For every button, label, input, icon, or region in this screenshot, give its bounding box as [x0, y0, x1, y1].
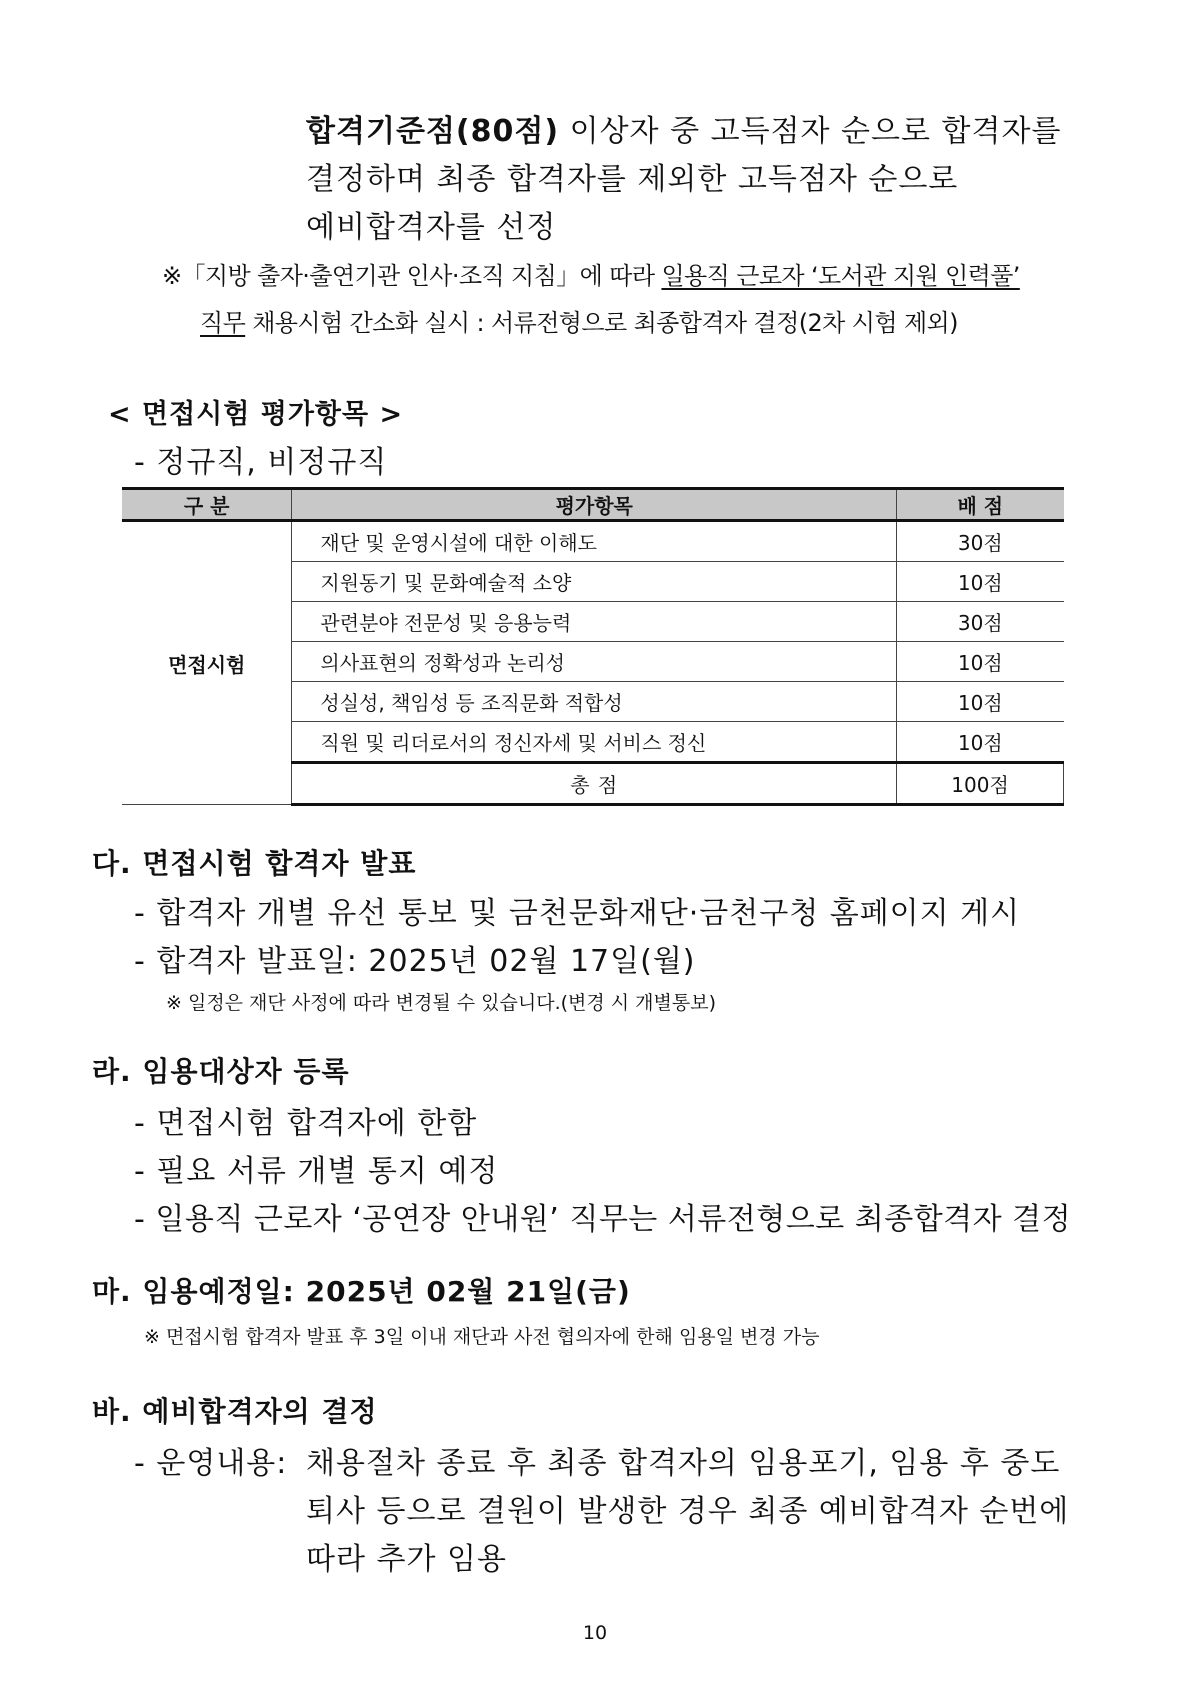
section-da-note: ※ 일정은 재단 사정에 따라 변경될 수 있습니다.(변경 시 개별통보) [166, 992, 716, 1014]
header-category: 구 분 [122, 489, 292, 521]
header-score: 배 점 [897, 489, 1064, 521]
score-cell: 10점 [897, 722, 1064, 763]
section-ba-title: 바. 예비합격자의 결정 [92, 1395, 378, 1428]
eval-section-title: < 면접시험 평가항목 > [108, 399, 404, 430]
score-cell: 30점 [897, 521, 1064, 562]
section-ba-line-3: 따라 추가 임용 [306, 1542, 507, 1577]
item-cell: 성실성, 책임성 등 조직문화 적합성 [292, 682, 897, 722]
category-cell: 면접시험 [122, 521, 292, 805]
item-cell: 의사표현의 정확성과 논리성 [292, 642, 897, 682]
pass-criteria-bold: 합격기준점(80점) [306, 114, 560, 149]
intro-note-line-2: 직무 채용시험 간소화 실시 : 서류전형으로 최종합격자 결정(2차 시험 제외) [200, 309, 958, 337]
item-cell: 관련분야 전문성 및 응용능력 [292, 602, 897, 642]
section-ra-item-2: - 필요 서류 개별 통지 예정 [134, 1154, 499, 1189]
section-da-item-2: - 합격자 발표일: 2025년 02월 17일(월) [134, 944, 696, 979]
score-cell: 10점 [897, 642, 1064, 682]
page-number: 10 [582, 1622, 608, 1644]
section-ba-line-2: 퇴사 등으로 결원이 발생한 경우 최종 예비합격자 순번에 [306, 1494, 1070, 1529]
total-label: 총 점 [292, 763, 897, 805]
intro-line-3: 예비합격자를 선정 [306, 210, 557, 245]
score-cell: 10점 [897, 682, 1064, 722]
intro-line-2: 결정하며 최종 합격자를 제외한 고득점자 순으로 [306, 162, 959, 197]
item-cell: 직원 및 리더로서의 정신자세 및 서비스 정신 [292, 722, 897, 763]
item-cell: 지원동기 및 문화예술적 소양 [292, 562, 897, 602]
section-ma-title: 마. 임용예정일: 2025년 02월 21일(금) [92, 1275, 631, 1308]
section-ba-label: - 운영내용: [134, 1446, 288, 1481]
item-cell: 재단 및 운영시설에 대한 이해도 [292, 521, 897, 562]
section-ra-item-3: - 일용직 근로자 ‘공연장 안내원’ 직무는 서류전형으로 최종합격자 결정 [134, 1202, 1072, 1237]
evaluation-table [122, 487, 1064, 806]
header-item: 평가항목 [292, 489, 897, 521]
score-cell: 10점 [897, 562, 1064, 602]
intro-note-line-1: ※「지방 출자·출연기관 인사·조직 지침」에 따라 일용직 근로자 ‘도서관 지원 인력풀’ [162, 262, 1020, 290]
score-cell: 30점 [897, 602, 1064, 642]
table-header-row [122, 489, 1064, 521]
section-ba-line-1: 채용절차 종료 후 최종 합격자의 임용포기, 임용 후 중도 [306, 1446, 1061, 1481]
intro-line-1: 합격기준점(80점) 이상자 중 고득점자 순으로 합격자를 [306, 114, 1062, 149]
table-row [122, 521, 1064, 562]
section-da-title: 다. 면접시험 합격자 발표 [92, 847, 417, 880]
total-score: 100점 [897, 763, 1064, 805]
section-ma-note: ※ 면접시험 합격자 발표 후 3일 이내 재단과 사전 협의자에 한해 임용일 변경 가능 [144, 1326, 820, 1348]
section-ra-title: 라. 임용대상자 등록 [92, 1055, 350, 1088]
eval-section-subtitle: - 정규직, 비정규직 [134, 445, 388, 480]
section-da-item-1: - 합격자 개별 유선 통보 및 금천문화재단·금천구청 홈페이지 게시 [134, 896, 1021, 931]
section-ra-item-1: - 면접시험 합격자에 한함 [134, 1106, 478, 1141]
